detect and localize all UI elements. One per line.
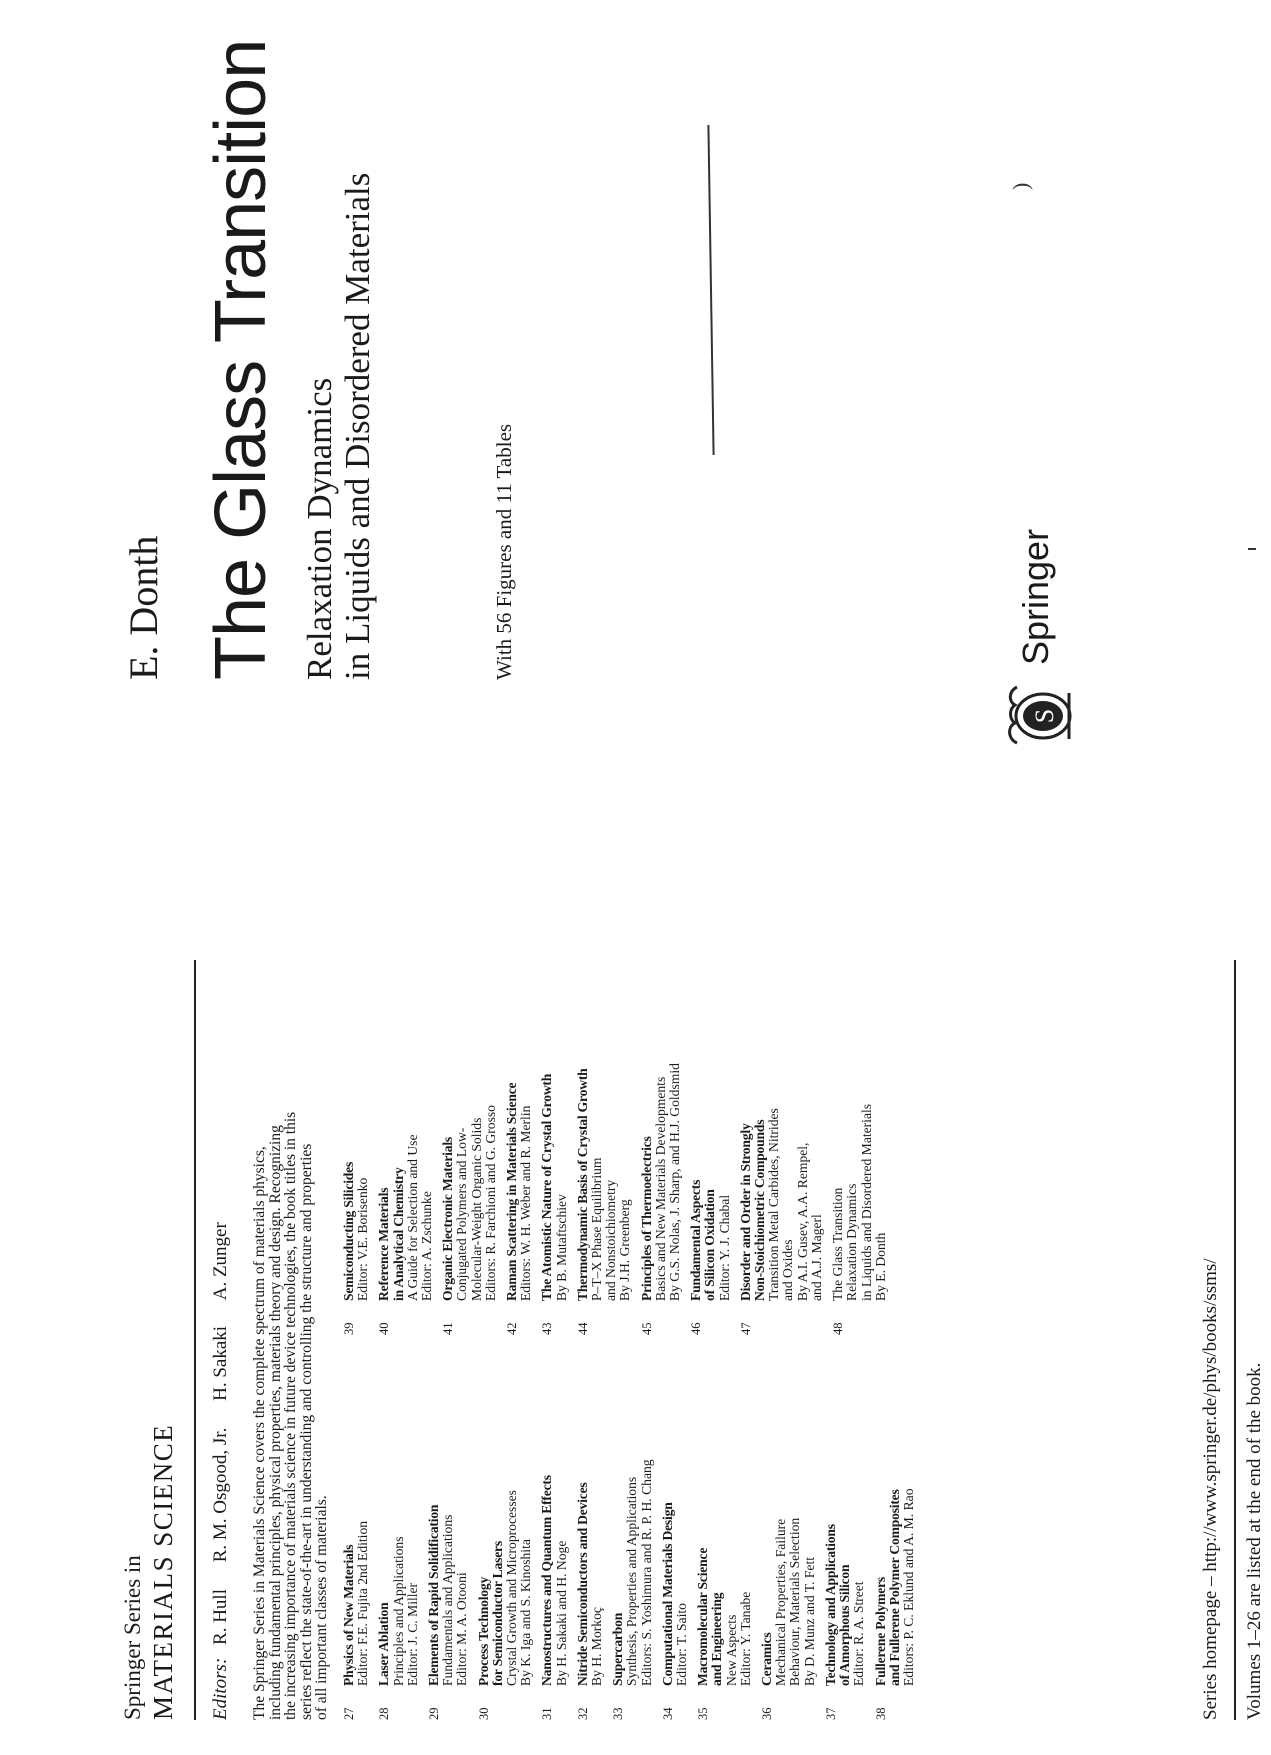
volume-info: Editor: Y. J. Chabal	[716, 1194, 732, 1301]
book-author: E. Donth	[121, 535, 166, 680]
series-name: MATERIALS SCIENCE	[148, 1423, 178, 1720]
volume-list-right	[342, 965, 895, 1335]
volumes-note: Volumes 1–26 are listed at the end of the book.	[1244, 1362, 1265, 1720]
title-page	[120, 39, 1250, 755]
springer-chess-knight-logo	[1003, 679, 1077, 753]
volume-number: 43	[540, 1322, 555, 1335]
volume-title: Fullerene Polymers	[872, 1576, 888, 1686]
volume-entry	[477, 1350, 534, 1720]
volume-number: 47	[738, 1322, 753, 1335]
editor-name: R. Hull	[210, 1589, 231, 1645]
volume-entry	[342, 965, 370, 1335]
volume-title: Fundamental Aspects	[688, 1179, 704, 1301]
volume-details	[689, 965, 732, 1301]
volume-details	[739, 965, 824, 1301]
volume-number: 29	[427, 1707, 442, 1720]
volume-info: Fundamentals and Applications	[440, 1514, 456, 1686]
volume-number: 34	[660, 1707, 675, 1720]
volume-entry	[505, 965, 533, 1335]
volume-number: 28	[377, 1707, 392, 1720]
series-page	[120, 960, 1265, 1720]
volume-number: 48	[831, 1322, 846, 1335]
volume-info: Editor: Y. Tanabe	[737, 1591, 753, 1686]
volume-details	[696, 1350, 753, 1686]
scan-edge-mark	[1248, 548, 1256, 550]
series-description	[252, 1010, 330, 1720]
volume-info: Principles and Applications	[390, 1536, 406, 1686]
volume-entry	[576, 1350, 604, 1720]
volume-entry	[689, 965, 732, 1335]
volume-info: Crystal Growth and Microprocesses	[504, 1490, 520, 1686]
volume-number: 32	[575, 1707, 590, 1720]
volume-info: The Glass Transition	[830, 1187, 846, 1301]
description-line: of all important classes of materials.	[313, 1495, 330, 1720]
volume-details	[377, 1350, 420, 1686]
volume-title: of Silicon Oxidation	[702, 1189, 718, 1301]
volume-info: By J.H. Greenberg	[617, 1199, 633, 1301]
volume-info: Editor: F.E. Fujita 2nd Edition	[355, 1520, 371, 1686]
volume-info: By D. Munz and T. Fett	[801, 1556, 817, 1686]
volume-list-left	[342, 1350, 923, 1720]
volume-entry	[661, 1350, 689, 1720]
volume-entry	[342, 1350, 370, 1720]
volume-info: Synthesis, Properties and Applications	[624, 1476, 640, 1686]
volume-details	[441, 965, 498, 1301]
volume-number: 36	[760, 1707, 775, 1720]
volume-info: Relaxation Dynamics	[844, 1183, 860, 1301]
volume-info: in Liquids and Disordered Materials	[858, 1103, 874, 1301]
volume-number: 31	[540, 1707, 555, 1720]
volume-entry	[427, 1350, 470, 1720]
publisher-name: Springer	[1015, 528, 1056, 665]
description-line: including fundamental principles, physical properties, materials theory and design. Recognizing	[266, 1125, 284, 1720]
volume-entry	[739, 965, 824, 1335]
volume-number: 42	[505, 1322, 520, 1335]
volume-details	[505, 965, 533, 1301]
figures-note: With 56 Figures and 11 Tables	[492, 423, 516, 680]
volume-info: Mechanical Properties, Failure	[773, 1518, 789, 1686]
volume-info: Editor: A. Zschunke	[419, 1191, 435, 1301]
volume-details	[611, 1350, 654, 1686]
volume-title: of Amorphous Silicon	[837, 1564, 853, 1686]
volume-title: Disorder and Order in Strongly	[737, 1123, 753, 1301]
book-subtitle-line-2: in Liquids and Disordered Materials	[338, 172, 377, 680]
volume-details	[377, 965, 434, 1301]
volume-info: Transition Metal Carbides, Nitrides	[766, 1108, 782, 1301]
volume-info: Editors: S. Yoshimura and R. P. H. Chang	[638, 1459, 654, 1686]
volume-details	[874, 1350, 917, 1686]
volume-title: The Atomistic Nature of Crystal Growth	[539, 1073, 555, 1301]
svg-text:S: S	[1030, 708, 1059, 724]
volume-details	[342, 965, 370, 1301]
volume-number: 37	[823, 1707, 838, 1720]
volume-details	[831, 965, 888, 1301]
volume-info: Behaviour, Materials Selection	[787, 1517, 803, 1686]
volume-number: 38	[873, 1707, 888, 1720]
volume-entry	[760, 1350, 817, 1720]
volume-entry	[441, 965, 498, 1335]
series-label: Springer Series in	[120, 1555, 145, 1720]
volume-info: Editor: J. C. Miller	[404, 1582, 420, 1686]
description-line: The Springer Series in Materials Science covers the complete spectrum of materials physics,	[251, 1146, 268, 1720]
volume-number: 40	[377, 1322, 392, 1335]
volume-number: 35	[696, 1707, 711, 1720]
volume-info: Editor: R. A. Street	[851, 1581, 867, 1686]
volume-info: Editor: M. A. Otooni	[454, 1572, 470, 1686]
volume-title: Thermodynamic Basis of Crystal Growth	[574, 1068, 590, 1301]
volume-title: Process Technology	[475, 1576, 491, 1686]
volume-info: and Oxides	[780, 1239, 796, 1301]
volume-title: Raman Scattering in Materials Science	[504, 1082, 520, 1301]
volume-number: 45	[639, 1322, 654, 1335]
volume-number: 46	[689, 1322, 704, 1335]
volume-entry	[611, 1350, 654, 1720]
volume-title: Nitride Semiconductors and Devices	[574, 1482, 590, 1686]
volume-info: Conjugated Polymers and Low-	[454, 1127, 470, 1301]
volume-info: Editors: W. H. Weber and R. Merlin	[518, 1105, 534, 1301]
volume-details	[640, 965, 683, 1301]
volume-details	[824, 1350, 867, 1686]
volume-title: Computational Materials Design	[659, 1502, 675, 1686]
volume-title: Supercarbon	[610, 1612, 626, 1686]
series-divider	[194, 960, 196, 1720]
volume-info: Basics and New Materials Developments	[652, 1076, 668, 1301]
volume-details	[661, 1350, 689, 1686]
volume-info: Editor: V.E. Borisenko	[355, 1177, 371, 1301]
volume-info: New Aspects	[723, 1614, 739, 1686]
volume-title: Reference Materials	[376, 1187, 392, 1301]
volume-info: A Guide for Selection and Use	[404, 1134, 420, 1301]
volume-title: and Fullerene Polymer Composites	[886, 1489, 902, 1686]
volume-entry	[831, 965, 888, 1335]
volume-info: By A.I. Gusev, A.A. Rempel,	[794, 1142, 810, 1301]
volume-number: 27	[342, 1707, 356, 1720]
volume-details	[477, 1350, 534, 1686]
volume-title: and Engineering	[709, 1592, 725, 1686]
editors-label: Editors:	[210, 1657, 231, 1720]
volume-info: By B. Mutaftschiev	[553, 1194, 569, 1301]
volume-info: P–T–X Phase Equilibrium	[589, 1157, 605, 1301]
volume-title: in Analytical Chemistry	[390, 1167, 406, 1301]
editor-name: R. M. Osgood, Jr.	[210, 1427, 231, 1563]
stray-mark: )	[1008, 182, 1033, 190]
volume-title: Laser Ablation	[376, 1602, 392, 1686]
volume-entry	[540, 1350, 568, 1720]
volume-entry	[576, 965, 633, 1335]
series-editors	[210, 1200, 232, 1720]
volume-info: Editors: R. Farchioni and G. Grosso	[482, 1105, 498, 1301]
footer-divider	[1234, 960, 1236, 1720]
volume-info: Editors: P. C. Eklund and A. M. Rao	[900, 1488, 916, 1686]
volume-info: and Nonstoichiometry	[603, 1179, 619, 1301]
volume-entry	[640, 965, 683, 1335]
volume-number: 33	[611, 1707, 626, 1720]
volume-details	[540, 1350, 568, 1686]
volume-entry	[696, 1350, 753, 1720]
volume-details	[540, 965, 568, 1301]
description-line: the increasing importance of materials science in future device technologies, the book titles in this	[282, 1111, 299, 1720]
series-homepage: Series homepage – http://www.springer.de/phys/books/ssms/	[1200, 1258, 1221, 1720]
volume-number: 41	[441, 1322, 456, 1335]
volume-info: Molecular-Weight Organic Solids	[468, 1117, 484, 1301]
volume-details	[427, 1350, 470, 1686]
volume-details	[342, 1350, 370, 1686]
volume-title: Elements of Rapid Solidification	[426, 1504, 442, 1686]
volume-details	[760, 1350, 817, 1686]
volume-title: Physics of New Materials	[341, 1544, 356, 1686]
pen-stroke	[707, 125, 714, 455]
volume-number: 44	[575, 1322, 590, 1335]
volume-info: By K. Iga and S. Kinoshita	[518, 1539, 534, 1686]
editor-name: A. Zunger	[210, 1222, 231, 1301]
book-title: The Glass Transition	[201, 39, 281, 680]
volume-entry	[377, 965, 434, 1335]
volume-title: Principles of Thermoelectrics	[638, 1136, 654, 1301]
volume-details	[576, 1350, 604, 1686]
volume-info: By E. Donth	[872, 1232, 888, 1301]
volume-title: Technology and Applications	[822, 1524, 838, 1686]
volume-title: Organic Electronic Materials	[440, 1136, 456, 1301]
volume-entry	[540, 965, 568, 1335]
volume-details	[576, 965, 633, 1301]
volume-title: Nanostructures and Quantum Effects	[539, 1475, 555, 1686]
volume-info: Editor: T. Saito	[674, 1603, 690, 1686]
volume-title: Non-Stoichiometric Compounds	[752, 1119, 768, 1301]
volume-info: By H. Morkoç	[589, 1607, 605, 1686]
volume-number: 39	[342, 1322, 356, 1335]
volume-number: 30	[476, 1707, 491, 1720]
volume-info: By H. Sakaki and H. Noge	[553, 1540, 569, 1686]
editor-name: H. Sakaki	[210, 1325, 231, 1401]
volume-title: Ceramics	[759, 1632, 775, 1686]
volume-entry	[377, 1350, 420, 1720]
volume-info: and A.J. Magerl	[808, 1214, 824, 1301]
volume-title: Macromolecular Science	[695, 1547, 711, 1686]
volume-info: By G.S. Nolas, J. Sharp, and H.J. Goldsmid	[667, 1063, 683, 1301]
book-subtitle-line-1: Relaxation Dynamics	[300, 377, 339, 680]
volume-title: Semiconducting Silicides	[341, 1161, 356, 1301]
volume-title: for Semiconductor Lasers	[489, 1541, 505, 1686]
volume-entry	[874, 1350, 917, 1720]
description-line: series reflect the state-of-the-art in understanding and controlling the structure and properties	[297, 1143, 315, 1720]
volume-entry	[824, 1350, 867, 1720]
